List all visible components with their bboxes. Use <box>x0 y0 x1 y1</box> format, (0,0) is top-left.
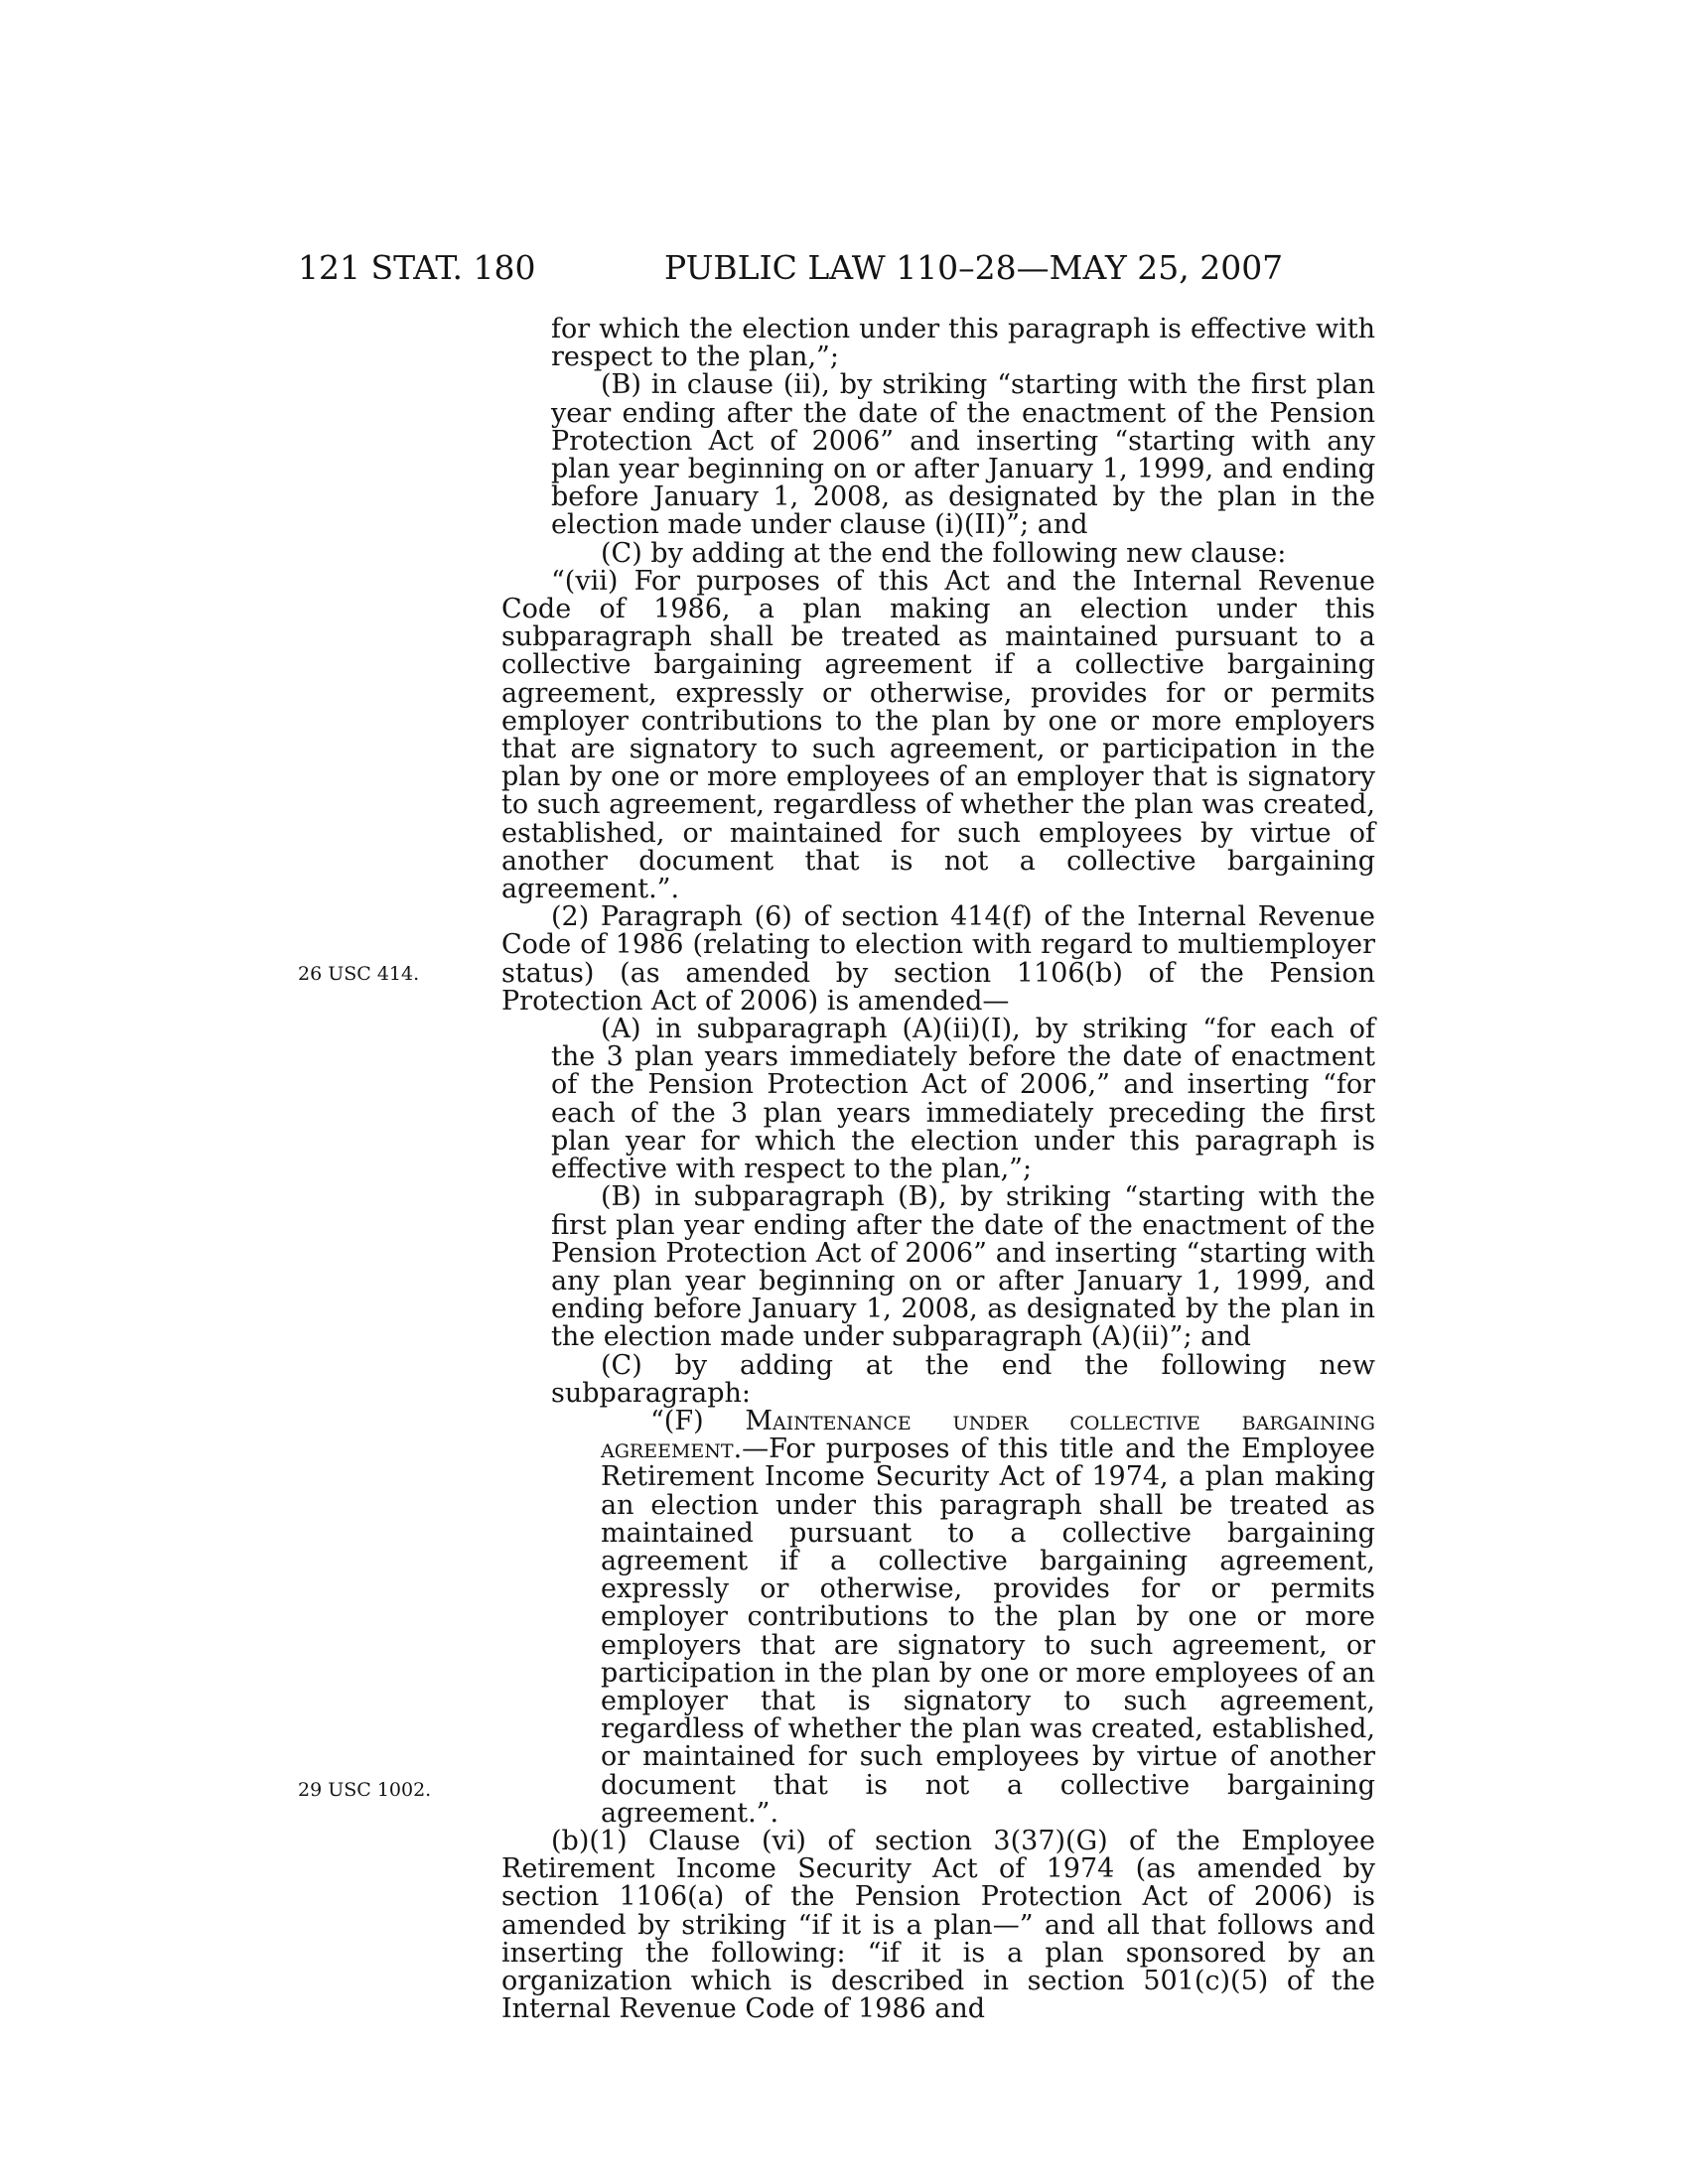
paragraph-b1-clause-vi: (b)(1) Clause (vi) of section 3(37)(G) of the Employee Retirement Income Security Act of 1974 (as amended by section 1106(a) of the Pension Protection Act of 2006) is amended by striking “if it is a plan—” and all that follows and inserting the following: “if it is a plan sponsored by an organization which is described in section 501(c)(5) of the Internal Revenue Code of 1986 and <box>501 1825 1375 2025</box>
paragraph-b-clause-ii: (B) in clause (ii), by striking “starting with the first plan year ending after the date of the enactment of the Pension Protection Act of 2006” and inserting “starting with any plan year beginning on or after January 1, 1999, and ending before January 1, 2008, as designated by the plan in the election made under clause (i)(II)”; and <box>551 369 1375 541</box>
margin-citation-26-usc-414: 26 USC 414. <box>298 963 420 985</box>
subparagraph-f-text: For purposes of this title and the Employee Retirement Income Security Act of 1974, a plan making an election under this paragraph shall be treated as maintained pursuant to a collective bargaining agreement if a collective bargaining agreement, expressly or otherwise, provides for or permits employer contributions to the plan by one or more employers that are signatory to such agreement, or participation in the plan by one or more employees of an employer that is signatory to such agreement, regardless of whether the plan was created, established, or maintained for such employees by virtue of another document that is not a collective bargaining agreement.”. <box>601 1433 1375 1829</box>
paragraph-subparagraph-f <box>501 1405 1375 1829</box>
paragraph-b-subparagraph: (B) in subparagraph (B), by striking “starting with the first plan year ending after the date of the enactment of the Pension Protection Act of 2006” and inserting “starting with any plan year beginning on or after January 1, 1999, and ending before January 1, 2008, as designated by the plan in the election made under subparagraph (A)(ii)”; and <box>551 1181 1375 1353</box>
paragraph-a-subparagraph: (A) in subparagraph (A)(ii)(I), by striking “for each of the 3 plan years immediately before the date of enactment of the Pension Protection Act of 2006,” and inserting “for each of the 3 plan years immediately preceding the first plan year for which the election under this paragraph is effective with respect to the plan,”; <box>551 1014 1375 1185</box>
paragraph-2-section-414f: (2) Paragraph (6) of section 414(f) of the Internal Revenue Code of 1986 (relating to election with regard to multiemployer status) (as amended by section 1106(b) of the Pension Protection Act of 2006) is amended— <box>501 901 1375 1017</box>
paragraph-clause-vii: “(vii) For purposes of this Act and the Internal Revenue Code of 1986, a plan making an election under this subparagraph shall be treated as maintained pursuant to a collective bargaining agreement if a collective bargaining agreement, expressly or otherwise, provides for or permits employer contributions to the plan by one or more employers that are signatory to such agreement, or participation in the plan by one or more employees of an employer that is signatory to such agreement, regardless of whether the plan was created, established, or maintained for such employees by virtue of another document that is not a collective bargaining agreement.”. <box>501 565 1375 905</box>
running-header-title: PUBLIC LAW 110–28—MAY 25, 2007 <box>664 248 1284 287</box>
paragraph-continuation: for which the election under this paragraph is effective with respect to the plan,”; <box>551 314 1375 373</box>
margin-citation-29-usc-1002: 29 USC 1002. <box>298 1779 432 1801</box>
statute-page-number: 121 STAT. 180 <box>298 248 536 287</box>
paragraph-c-new-clause: (C) by adding at the end the following new clause: <box>601 537 1287 569</box>
paragraph-c-new-subparagraph: (C) by adding at the end the following new subparagraph: <box>551 1349 1375 1409</box>
document-body <box>501 316 1375 2023</box>
subparagraph-f-heading: “(F) Maintenance under collective bargaining agreement.— <box>601 1405 1375 1465</box>
